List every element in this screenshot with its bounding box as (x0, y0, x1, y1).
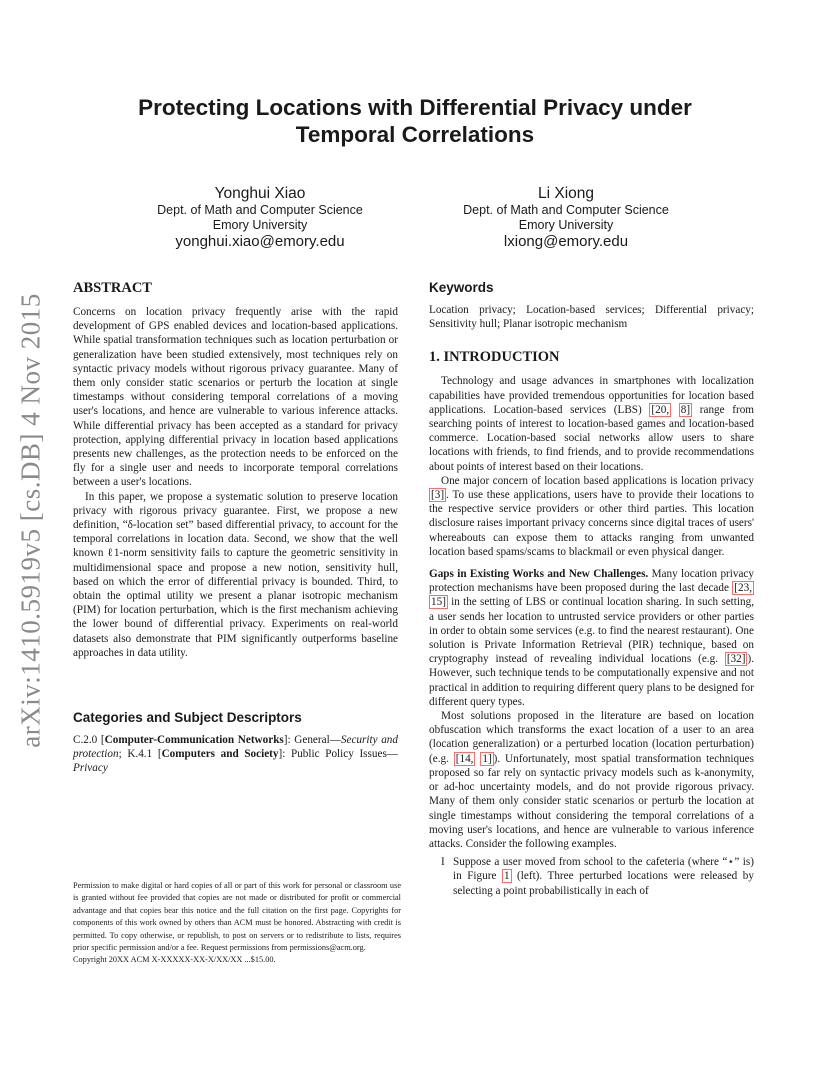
author-name: Li Xiong (537, 185, 594, 202)
categories-text (73, 733, 398, 776)
abstract-heading: ABSTRACT (73, 280, 152, 296)
permission-text: Permission to make digital or hard copies of all or part of this work for personal or classroom use is granted without fee provided that copies are not made or distributed for profit or commercial advantage and that copies bear this notice and the full citation on the first page. Copyrights for components of this work owned by others than ACM must be honored. Abstracting with credit is permitted. To copy otherwise, or republish, to post on servers or to redistribute to lists, requires prior specific permission and/or a fee. Request permissions from permissions@acm.org. (73, 881, 401, 953)
author-univ: Emory University (518, 218, 614, 232)
introduction-heading: 1. INTRODUCTION (429, 349, 560, 366)
author-email[interactable]: yonghui.xiao@emory.edu (175, 233, 345, 250)
cat-italic-2: Privacy (73, 762, 108, 775)
abstract-paragraph-1: Concerns on location privacy frequently arise with the rapid development of GPS enabled devices and location-based applications. While spatial transformation techniques such as location perturbation or generalization have been studied extensively, most techniques rely on syntactic privacy models without rigorous privacy guarantee. Many of them only consider static scenarios or perturb the location at single timestamps without considering temporal correlations of a moving user's locations, and hence are vulnerable to various inference attacks. While differential privacy has been accepted as a standard for privacy protection, applying differential privacy in location based applications presents new challenges, as the protection needs to be enforced on the fly for a single user and needs to incorporate temporal correlations between a user's locations. (73, 306, 398, 489)
cat-code-2: ; K.4.1 [ (118, 748, 162, 761)
intro-p3-text-b: in the setting of LBS or continual location sharing. In such setting, a user sends her location to untrusted service providers or other parties in order to obtain some services (e.g. to find the nearest restaurant). One solution is Private Information Retrieval (PIR) technique, based on cryptography instead of revealing individual locations (e.g. (429, 596, 754, 666)
intro-paragraph-3 (429, 567, 754, 709)
citation-link[interactable]: [32] (726, 653, 746, 666)
title-line-1: Protecting Locations with Differential Privacy under (138, 95, 692, 120)
cat-code-1: C.2.0 [ (73, 734, 105, 747)
keywords-heading: Keywords (429, 280, 494, 295)
author-block-1 (110, 184, 410, 251)
cat-mid-1: ]: General— (283, 734, 341, 747)
item-text-a: Suppose a user moved from school to the cafeteria (where “⋆” is) in Figure (453, 856, 754, 883)
citation-link[interactable]: 8] (680, 403, 691, 416)
title-line-2: Temporal Correlations (295, 122, 535, 147)
author-block-2 (416, 184, 716, 251)
author-name: Yonghui Xiao (214, 185, 306, 202)
author-email[interactable]: lxiong@emory.edu (503, 233, 629, 250)
intro-p4-text-a: Most solutions proposed in the literature are based on location obfuscation which transforms the exact location of a user to an area (location generalization) or a perturbed location (location perturbation) (e.g. (429, 710, 754, 765)
cat-mid-2: ]: Public Policy Issues— (278, 748, 398, 761)
citation-link[interactable]: [3] (431, 489, 445, 502)
intro-p2-text-b: . To use these applications, users have to provide their locations to the respective service providers or other third parties. This location disclosure raises important privacy concerns since digital traces of users' whereabouts can expose them to attacks ranging from unwanted location based spams/scams to blackmail or even physical danger. (429, 489, 754, 558)
left-column (73, 280, 398, 776)
arxiv-identifier (8, 290, 54, 750)
citation-link[interactable]: [14, (455, 752, 474, 765)
list-marker: I (441, 856, 445, 869)
figure-link[interactable]: 1 (503, 870, 510, 883)
intro-p3-text-a: Many location privacy protection mechanisms have been proposed during the last decade (429, 568, 754, 595)
permission-notice (73, 880, 401, 967)
cat-italic-1: Security and protection (73, 734, 398, 761)
author-dept: Dept. of Math and Computer Science (157, 203, 363, 217)
citation-link[interactable]: [20, (651, 403, 670, 416)
arxiv-id-text: arXiv:1410.5919v5 [cs.DB] 4 Nov 2015 (15, 292, 46, 748)
example-list-item (429, 855, 754, 898)
copyright-text: Copyright 20XX ACM X-XXXXX-XX-X/XX/XX ...$15.00. (73, 955, 276, 965)
author-univ: Emory University (212, 218, 308, 232)
categories-heading: Categories and Subject Descriptors (73, 710, 302, 726)
citation-link[interactable]: [23, (734, 582, 752, 595)
cat-bold-1: Computer-Communication Networks (104, 734, 284, 747)
intro-paragraph-4 (429, 709, 754, 851)
intro-p3-text-c: ). However, such technique tends to be computationally expensive and not practical in addition to requiring different query plans to be designed for different query types. (429, 653, 754, 708)
citation-link[interactable]: 15] (431, 596, 446, 609)
intro-p2-text-a: One major concern of location based applications is location privacy (441, 474, 754, 487)
intro-p4-text-b: ). Unfortunately, most spatial transformation techniques proposed so far rely on syntactic privacy models such as k-anonymity, or ad-hoc uncertainty models, and do not provide rigorous privacy. Many of them only consider static scenarios or perturb the location at single timestamps without considering the temporal correlations of a moving user's locations, and hence are vulnerable to various inference attacks. Consider the following examples. (429, 752, 755, 850)
abstract-paragraph-2: In this paper, we propose a systematic solution to preserve location privacy with rigorous privacy guarantee. First, we propose a new definition, “δ-location set” based differential privacy, to account for the temporal correlations in location data. Second, we show that the well known ℓ1-norm sensitivity fails to capture the geometric sensitivity in multidimensional space and propose a new notion, sensitivity hull, based on which the error of differential privacy is bounded. Third, to obtain the optimal utility we present a planar isotropic mechanism (PIM) for location perturbation, which is the first mechanism achieving the lower bound of differential privacy. Experiments on real-world datasets also demonstrate that PIM significantly outperforms baseline approaches in data utility. (73, 490, 398, 659)
intro-p1-text-b: range from searching points of interest to location-based games and location-based commerce. Location-based social networks allow users to share locations with friends, to find friends, and to provide recommendations about points of interest based on their locations. (429, 403, 754, 473)
intro-p1-text-a: Technology and usage advances in smartphones with localization capabilities have provided tremendous opportunities for location based applications. Location-based services (LBS) (429, 375, 754, 416)
cat-bold-2: Computers and Society (161, 748, 279, 761)
right-column (429, 280, 754, 898)
gaps-heading: Gaps in Existing Works and New Challenges. (429, 568, 649, 581)
keywords-text: Location privacy; Location-based services; Differential privacy; Sensitivity hull; Planar isotropic mechanism (429, 304, 754, 331)
paper-title (60, 94, 770, 148)
citation-link[interactable]: 1] (482, 752, 492, 765)
intro-paragraph-1 (429, 374, 754, 473)
intro-paragraph-2 (429, 474, 754, 559)
item-text-b: (left). Three perturbed locations were released by selecting a point probabilistically in each of (453, 870, 754, 897)
author-dept: Dept. of Math and Computer Science (463, 203, 669, 217)
